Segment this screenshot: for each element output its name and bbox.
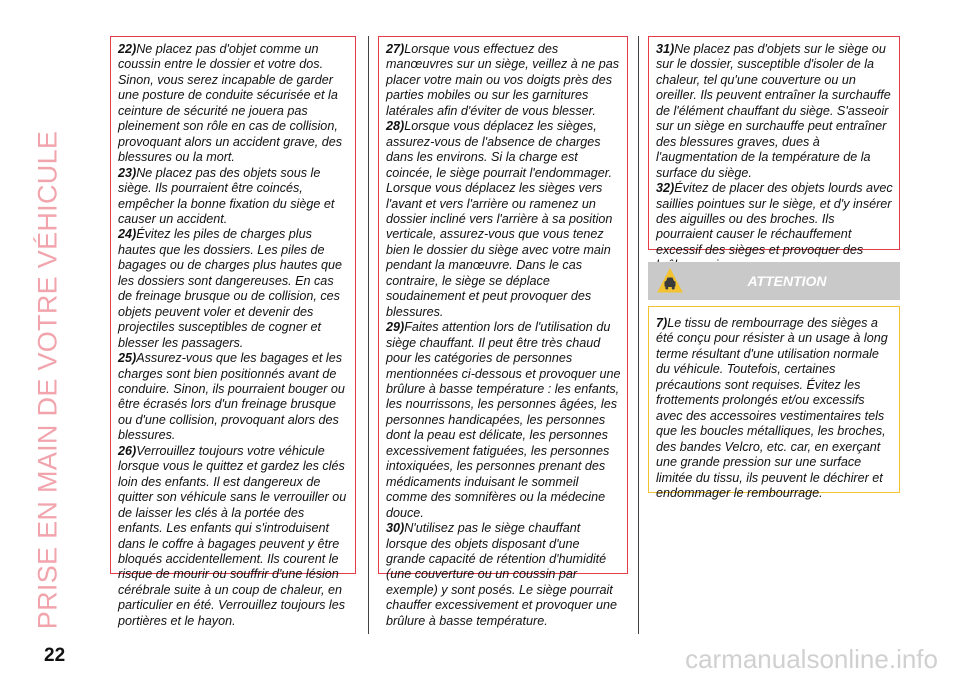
attention-title: ATTENTION bbox=[747, 273, 827, 289]
warning-item-text: Ne placez pas d'objet comme un coussin entre le dossier et votre dos. Sinon, vous serez incapable de garder une posture de conduite sécurisée et la ceinture de sécurité ne jouera pas pleinement son rôle en cas de collision, provoquant alors un accident grave, des blessures ou la mort. bbox=[118, 42, 343, 165]
warning-item bbox=[656, 42, 893, 181]
warning-item-text: Assurez-vous que les bagages et les charges sont bien positionnés avant de conduire. Sinon, ils pourraient bouger ou être écrasés lors d'un freinage brusque ou d'une collision, provoquant alors des blessures. bbox=[118, 351, 345, 443]
warning-item bbox=[386, 119, 621, 320]
warning-item bbox=[118, 166, 349, 228]
warning-item-text: Évitez les piles de charges plus hautes que les dossiers. Les piles de bagages ou de charges plus hautes que les dossiers sont dangereuses. En cas de freinage brusque ou de collision, ces objets peuvent voler et devenir des projectiles susceptibles de cogner et blesser les passagers. bbox=[118, 227, 343, 350]
warning-item bbox=[118, 444, 349, 629]
attention-item-text: Le tissu de rembourrage des sièges a été conçu pour résister à un usage à long terme résultant d'une utilisation normale du véhicule. Toutefois, certaines précautions sont requises. Évitez les frottements prolongés et/ou excessifs avec des accessoires vestimentaires tels que les boucles métalliques, les broches, des bandes Velcro, etc. car, en exerçant une grande pression sur une surface limitée du tissu, ils peuvent le déchirer et endommager le rembourrage. bbox=[656, 316, 888, 500]
warning-item-text: Lorsque vous effectuez des manœuvres sur un siège, veillez à ne pas placer votre main ou vos doigts près des parties mobiles ou sur les garnitures latérales afin d'éviter de vous blesser. bbox=[386, 42, 620, 118]
warning-item-text: Ne placez pas des objets sous le siège. Ils pourraient être coincés, empêcher la bonne fixation du siège et causer un accident. bbox=[118, 165, 335, 226]
warning-item-number: 26) bbox=[118, 443, 137, 458]
attention-item bbox=[656, 316, 893, 501]
attention-header bbox=[648, 262, 900, 300]
warning-item bbox=[118, 351, 349, 444]
column-divider bbox=[638, 36, 639, 634]
warning-item-number: 28) bbox=[386, 119, 405, 134]
warning-item bbox=[118, 42, 349, 166]
warning-item-text: Lorsque vous déplacez les sièges, assurez-vous de l'absence de charges dans les environs. Si la charge est coincée, le siège pourrait l'endommager. Lorsque vous déplacez les sièges vers l'avant et vers l'arrière ou ramenez un dossier incliné vers l'arrière à sa position verticale, assurez-vous que vous tenez bien le dossier du siège avec votre main pendant la manœuvre. Dans le cas contraire, le siège se déplace soudainement et peut provoquer des blessures. bbox=[386, 119, 613, 319]
warning-item-text: Ne placez pas d'objets sur le siège ou sur le dossier, susceptible d'isoler de la chaleur, tel qu'une couverture ou un oreiller. Ils peuvent entraîner la surchauffe de l'élément chauffant du siège. S'asseoir sur un siège en surchauffe peut entraîner des blessures graves, dues à l'augmentation de la température de la surface du siège. bbox=[656, 42, 891, 180]
warning-item bbox=[386, 320, 621, 521]
warning-item-number: 23) bbox=[118, 165, 137, 180]
warning-item-text: Évitez de placer des objets lourds avec saillies pointues sur le siège, et d'y insérer des aiguilles ou des broches. Ils pourraient causer le réchauffement excessif des sièges et provoquer des bbox=[656, 181, 893, 257]
warning-item-number: 22) bbox=[118, 42, 137, 56]
column-divider bbox=[368, 36, 369, 634]
warning-item-number: 27) bbox=[386, 42, 405, 56]
warning-item bbox=[386, 521, 621, 629]
warning-item-number: 25) bbox=[118, 351, 137, 366]
warning-item bbox=[656, 181, 893, 274]
warning-item bbox=[386, 42, 621, 119]
attention-item-number: 7) bbox=[656, 316, 668, 330]
warning-item bbox=[118, 227, 349, 351]
warning-box-col1 bbox=[110, 36, 356, 628]
warning-item-text: Faites attention lors de l'utilisation du siège chauffant. Il peut être très chaud pour les catégories de personnes mentionnées ci-dessous et provoquer une brûlure à basse température : les enfants, les nourrissons, les personnes âgées, les personnes handicapées, les personnes dont la peau est délicate, les personnes excessivement fatiguées, les personnes intoxiquées, les personnes prenant des médicaments induisant le sommeil comme des somnifères ou la médecine douce. bbox=[386, 320, 621, 520]
warning-item-number: 30) bbox=[386, 521, 405, 536]
page-number: 22 bbox=[44, 645, 66, 666]
section-title: PRISE EN MAIN DE VOTRE VÉHICULE bbox=[32, 130, 63, 630]
watermark: carmanualsonline.info bbox=[685, 644, 938, 674]
warning-item-text: Verrouillez toujours votre véhicule lorsque vous le quittez et gardez les clés loin des enfants. Il est dangereux de quitter son véhicule sans le verrouiller ou de laisser les clés à la portée des enfants. Les enfants qui s'introduisent dans le coffre à bagages peuvent y être bloqués accidentellement. Ils courent le risque de mourir ou souffrir d'une lésion cérébrale suite à un coup de chaleur, en particulier en été. Verrouillez toujours les portières et le hayon. bbox=[118, 443, 347, 628]
warning-box-col2 bbox=[378, 36, 628, 628]
warning-item-number: 31) bbox=[656, 42, 675, 56]
warning-item-text: N'utilisez pas le siège chauffant lorsque des objets disposant d'une grande capacité de rétention d'humidité (une couverture ou un coussin par exemple) y sont posés. Le siège pourrait chauffer excessivement et provoquer une brûlure à basse température. bbox=[386, 521, 618, 628]
attention-box bbox=[648, 306, 900, 500]
warning-box-col3 bbox=[648, 36, 900, 257]
warning-item-number: 29) bbox=[386, 320, 405, 335]
warning-item-number: 24) bbox=[118, 227, 137, 242]
warning-item-number: 32) bbox=[656, 181, 675, 196]
